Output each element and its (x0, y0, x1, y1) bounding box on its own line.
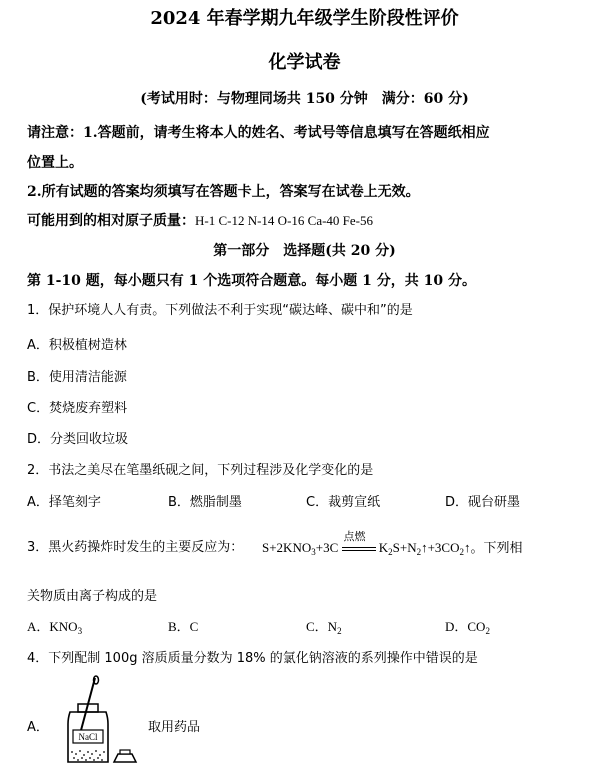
question-1-option-b: B．使用清洁能源 (27, 370, 127, 385)
eq-reactant-kno3: S+2KNO (262, 540, 312, 555)
question-3-option-c (306, 616, 342, 636)
question-3-stem-tail: 。下列相 (470, 541, 523, 556)
question-2-option-d: D．砚台研墨 (445, 495, 521, 510)
question-3-option-a (27, 616, 82, 636)
eq-product-co: ↑+3CO (421, 540, 460, 555)
note-1: 请注意：1.答题前，请考生将本人的姓名、考试号等信息填写在答题纸相应 (27, 125, 490, 141)
atomic-mass-label: 可能用到的相对原子质量： (27, 213, 195, 229)
question-3-stem-text: 3．黑火药操炸时发生的主要反应为： (27, 540, 244, 555)
question-1-option-c: C．焚烧废弃塑料 (27, 401, 128, 416)
question-4-option-a-label: A． (27, 720, 49, 735)
eq-reactant-c: +3C (315, 540, 339, 555)
q3-opt-a-sub: 3 (77, 626, 83, 636)
q3-opt-d-text: D．CO (445, 619, 486, 634)
reaction-arrow (342, 530, 376, 556)
reaction-equation (262, 530, 523, 557)
exam-subtitle: 化学试卷 (268, 52, 341, 73)
atomic-mass-line (27, 210, 373, 230)
section-instruction: 第 1-10 题，每小题只有 1 个选项符合题意。每小题 1 分，共 10 分。 (27, 273, 476, 289)
eq-product-k: K (378, 540, 389, 555)
part-title: 第一部分 选择题(共 20 分) (213, 243, 396, 259)
eq-sub-2c: 2 (459, 547, 464, 557)
eq-sub-3: 3 (311, 547, 316, 557)
bottle-stopper (114, 754, 136, 762)
exam-title: 2024 年春学期九年级学生阶段性评价 (150, 8, 459, 29)
reaction-condition: 点燃 (343, 530, 366, 544)
stopper-top (120, 750, 130, 754)
atomic-mass-values: H-1 C-12 N-14 O-16 Ca-40 Fe-56 (195, 213, 374, 228)
question-4-stem: 4．下列配制 100g 溶质质量分数为 18% 的氯化钠溶液的系列操作中错误的是 (27, 651, 478, 666)
question-2-stem: 2．书法之美尽在笔墨纸砚之间，下列过程涉及化学变化的是 (27, 463, 374, 478)
spoon-handle (80, 678, 95, 734)
q3-opt-d-sub: 2 (485, 626, 490, 636)
question-2-option-a: A．择笔刻字 (27, 495, 101, 510)
q3-opt-c-sub: 2 (337, 626, 342, 636)
question-2-option-b: B．燃脂制墨 (168, 495, 242, 510)
q3-opt-c-text: C．N (306, 619, 338, 634)
bottle-label-text: NaCl (78, 732, 98, 742)
note-2: 2.所有试题的答案均须填写在答题卡上，答案写在试卷上无效。 (27, 184, 420, 200)
bottle-powder (69, 748, 107, 761)
q3-opt-a-text: A．KNO (27, 619, 78, 634)
eq-gas-arrow: ↑ (463, 540, 471, 555)
question-2-option-c: C．裁剪宣纸 (306, 495, 381, 510)
question-1-stem: 1．保护环境人人有责。下列做法不利于实现“碳达峰、碳中和”的是 (27, 303, 413, 318)
spoon-tip (94, 676, 99, 684)
question-3-option-b (168, 616, 198, 635)
eq-product-sn: S+N (392, 540, 417, 555)
eq-sub-2b: 2 (416, 547, 422, 557)
eq-sub-2a: 2 (388, 547, 393, 557)
question-3-stem-line2: 关物质由离子构成的是 (27, 589, 158, 604)
question-1-option-d: D．分类回收垃圾 (27, 432, 129, 447)
question-1-option-a: A．积极植树造林 (27, 338, 127, 353)
question-3-stem (27, 536, 243, 555)
reagent-bottle-illustration (58, 674, 144, 770)
question-3-option-d (445, 616, 490, 636)
note-1-continued: 位置上。 (27, 155, 83, 171)
time-info: (考试用时：与物理同场共 150 分钟 满分：60 分) (140, 91, 469, 107)
q3-opt-b-text: B．C (168, 619, 199, 634)
question-4-option-a-caption: 取用药品 (148, 720, 201, 735)
